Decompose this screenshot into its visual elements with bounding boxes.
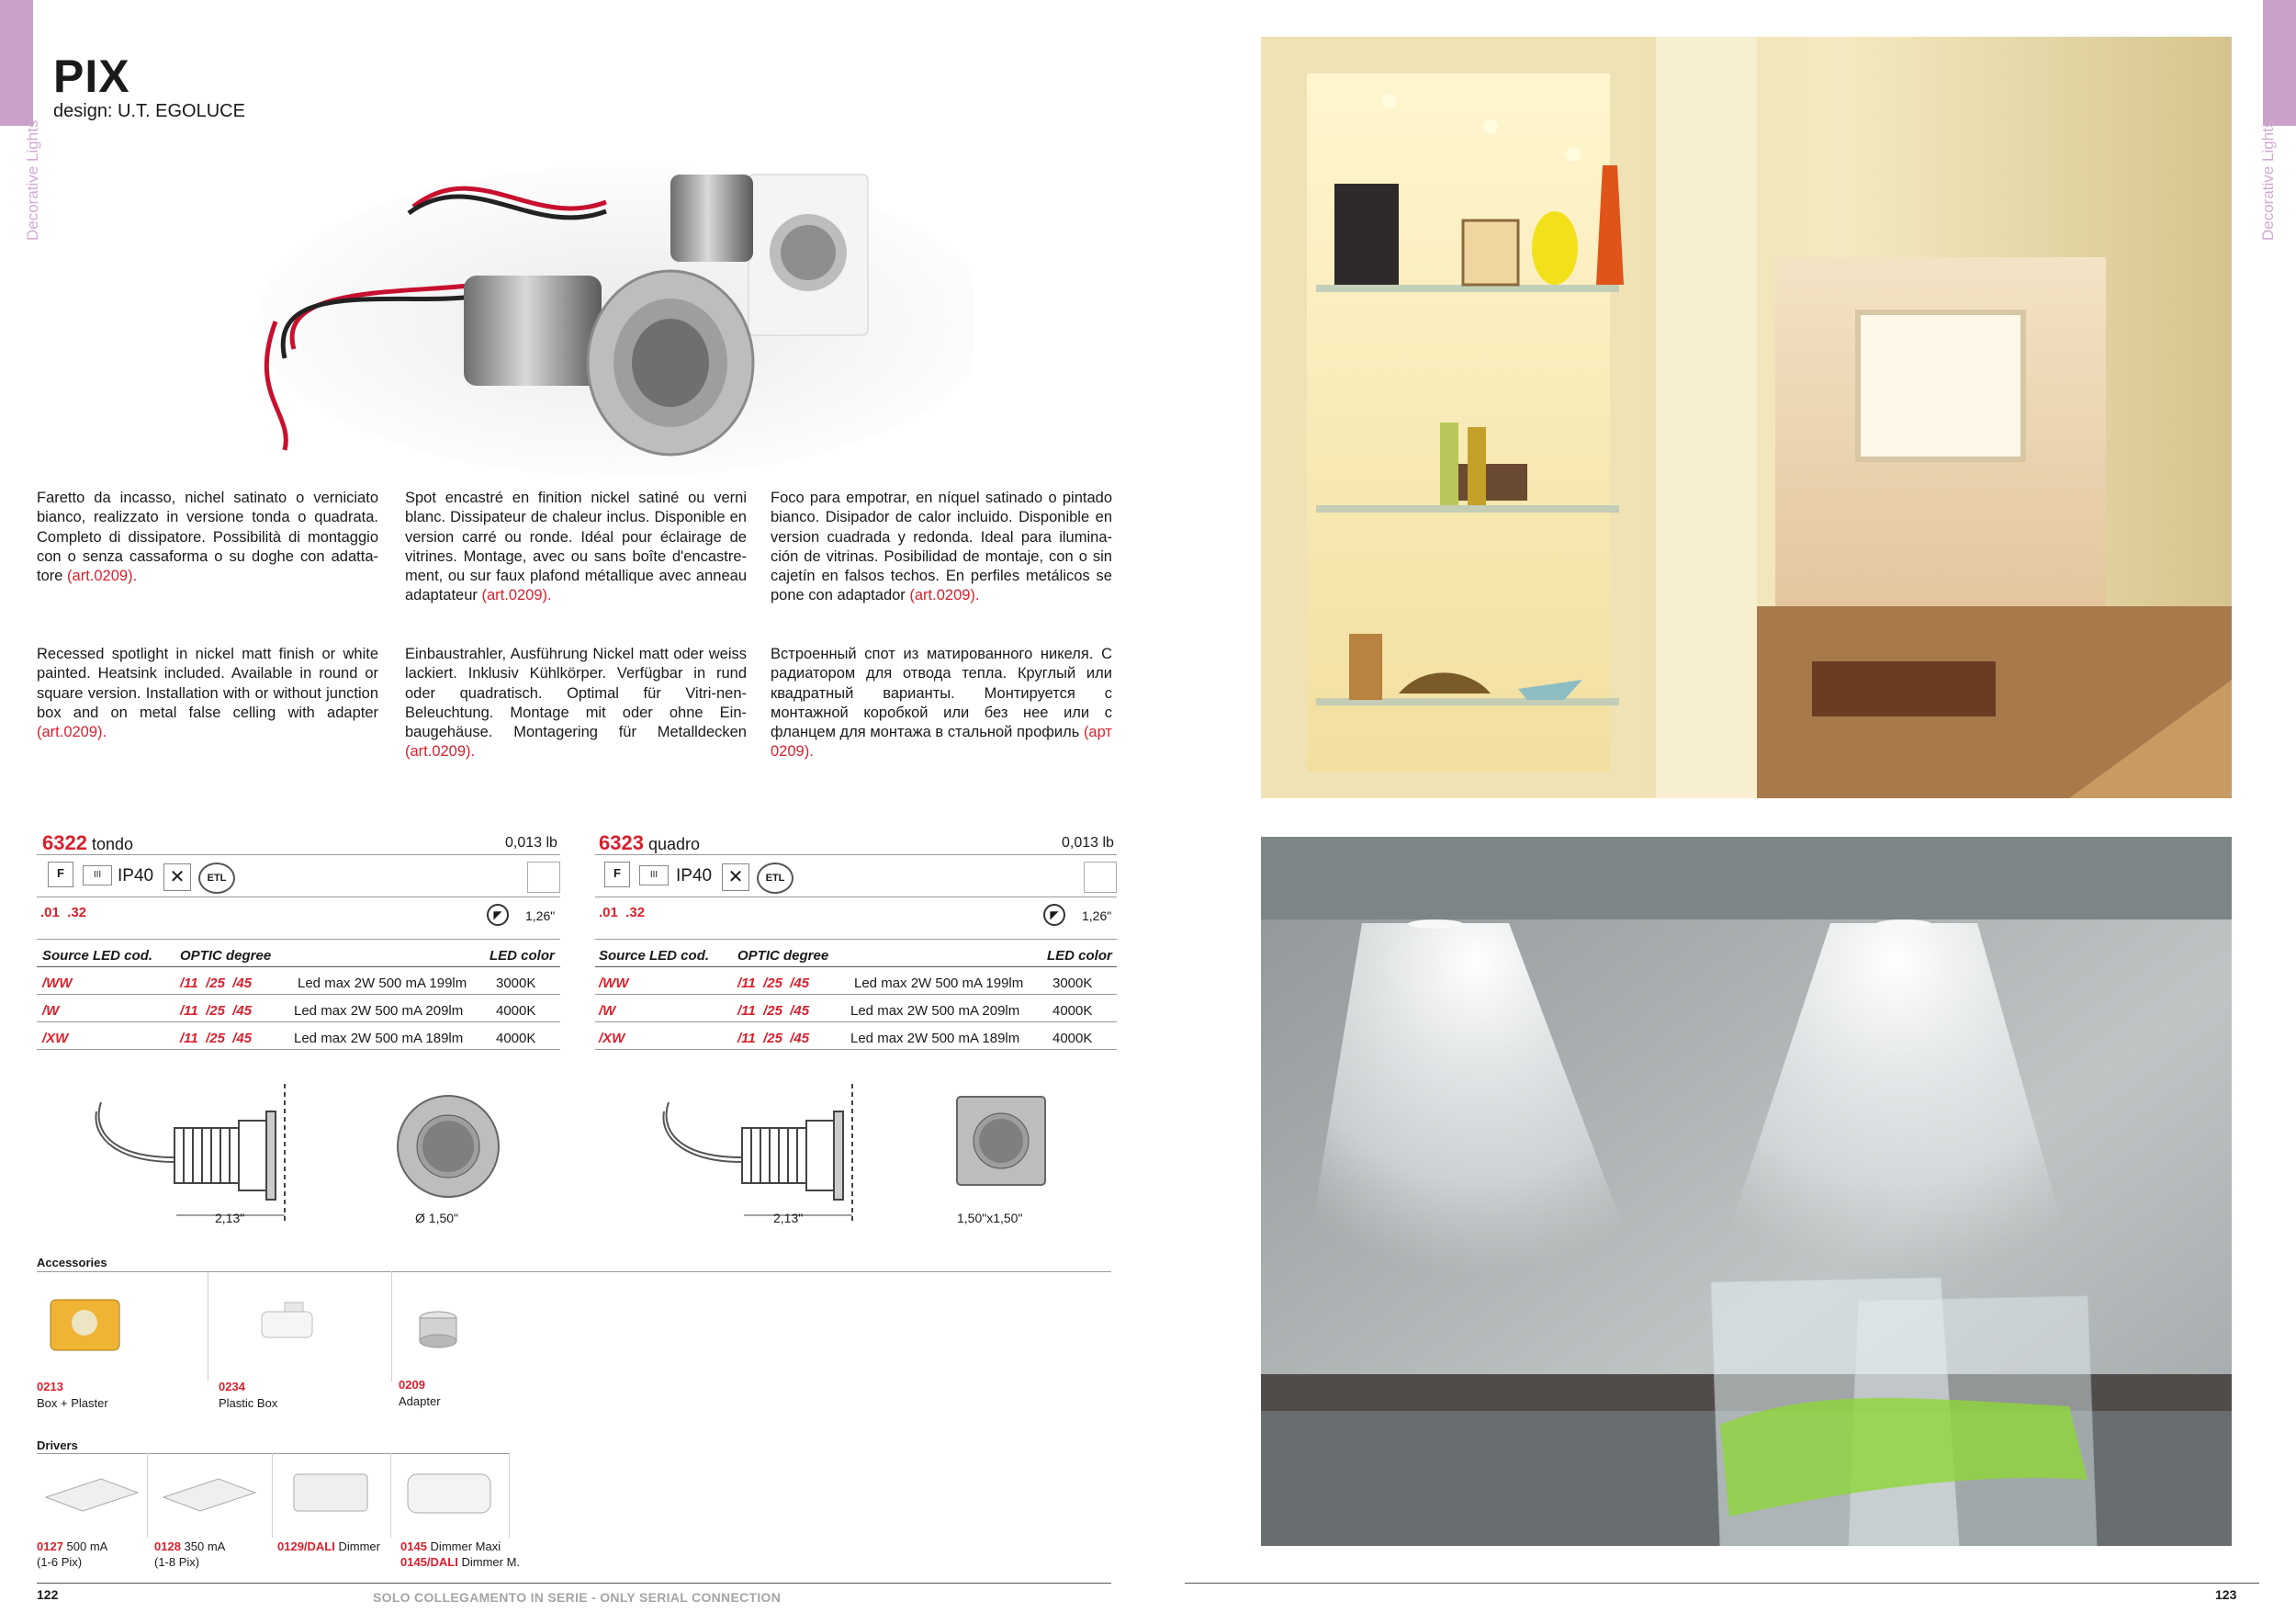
driver-note: (1-8 Pix)	[154, 1555, 200, 1569]
wall-wash-photo	[1261, 837, 2232, 1546]
product-6323-header: 6323 quadro	[599, 831, 701, 854]
product-6322-weight: 0,013 lb	[505, 835, 557, 851]
table-row-color: 4000K	[1052, 1031, 1093, 1046]
table-row-spec: Led max 2W 500 mA 189lm	[850, 1031, 1020, 1046]
product-6323-finish-codes: .01 .32	[599, 905, 646, 920]
table-row-optic: /11 /25 /45	[180, 1003, 253, 1019]
driver-label: 0128 350 mA	[154, 1539, 226, 1553]
table-row-source: /WW	[42, 976, 73, 991]
no-cover-icon: ✕	[722, 863, 749, 891]
table-row-color: 4000K	[1052, 1003, 1093, 1019]
product-6322-depth: 1,26"	[525, 908, 556, 923]
accessory-adapter-image	[415, 1309, 461, 1350]
round-face-drawing	[393, 1091, 503, 1201]
product-6323-ip-rating: IP40	[676, 866, 713, 885]
accessory-name: Box + Plaster	[37, 1396, 108, 1410]
table-row-color: 3000K	[496, 976, 536, 991]
page-number-right: 123	[2215, 1587, 2237, 1602]
description-russian: Встроенный спот из матированного никеля. С радиатором для отвода тепла. Круглый или квадратный варианты. Монтируется с монтажной коробкой или без нее или с фланцем для монтажа в стальной профиль (арт 0209).	[771, 646, 1112, 761]
footer-note: SOLO COLLEGAMENTO IN SERIE - ONLY SERIAL CONNECTION	[373, 1590, 782, 1605]
accessory-name: Adapter	[399, 1394, 441, 1408]
driver-image	[154, 1470, 260, 1516]
side-label-left: Decorative Lights	[24, 119, 41, 241]
table-row-color: 4000K	[496, 1031, 536, 1046]
table-row-source: /W	[42, 1003, 60, 1019]
section-tab-right	[2263, 0, 2296, 126]
driver-label-dali: 0145/DALI Dimmer M.	[400, 1555, 521, 1569]
table-header-optic: OPTIC degree	[737, 948, 829, 964]
table-header-color: LED color	[490, 948, 555, 964]
side-view-drawing	[659, 1084, 871, 1222]
table-row-optic: /11 /25 /45	[737, 1031, 810, 1046]
table-row-spec: Led max 2W 500 mA 189lm	[294, 1031, 464, 1046]
table-row-source: /W	[599, 1003, 616, 1019]
beam-angle-icon: ◤	[1043, 904, 1065, 926]
page-title: PIX	[53, 51, 130, 102]
product-6322-face-dim: Ø 1,50"	[415, 1211, 458, 1225]
table-header-color: LED color	[1047, 948, 1112, 964]
driver-image	[37, 1470, 142, 1516]
table-row-spec: Led max 2W 500 mA 209lm	[294, 1003, 464, 1019]
product-6323-weight: 0,013 lb	[1062, 835, 1114, 851]
square-face-drawing	[955, 1095, 1047, 1187]
table-row-source: /WW	[599, 976, 629, 991]
drivers-heading: Drivers	[37, 1438, 78, 1452]
accessory-plastic-box-image	[248, 1295, 331, 1350]
description-french: Spot encastré en finition nickel satiné ou verni blanc. Dissipateur de chaleur inclus. Disponible en version carré ou ronde. Idéal pour éclairage de vitrines. Montage, avec ou sans boîte d'encastre-ment, ou sur faux plafond métallique avec anneau adaptateur (art.0209).	[405, 490, 747, 604]
accessory-code: 0213	[37, 1380, 63, 1393]
interior-shelves-photo	[1261, 37, 2232, 798]
description-english: Recessed spotlight in nickel matt finish or white painted. Heatsink included. Available in round or square version. Installation with or without junction box and on metal false celling with adapter (art.0209).	[37, 646, 378, 741]
table-row-optic: /11 /25 /45	[737, 976, 810, 991]
f-mark-icon: F	[604, 862, 630, 887]
driver-note: (1-6 Pix)	[37, 1555, 83, 1569]
accessories-heading: Accessories	[37, 1256, 107, 1269]
product-6322-length-dim: 2,13"	[215, 1211, 245, 1225]
table-row-spec: Led max 2W 500 mA 199lm	[298, 976, 467, 991]
table-row-optic: /11 /25 /45	[180, 976, 253, 991]
page-number-left: 122	[37, 1587, 59, 1602]
beam-angle-icon: ◤	[487, 904, 509, 926]
product-6323-depth: 1,26"	[1082, 908, 1112, 923]
product-6322-header: 6322 tondo	[42, 831, 134, 854]
driver-label: 0145 Dimmer Maxi	[400, 1539, 501, 1553]
accessory-code: 0209	[399, 1378, 425, 1392]
side-view-drawing	[92, 1084, 303, 1222]
section-tab-left	[0, 0, 33, 126]
class-iii-icon: III	[83, 865, 112, 885]
side-label-right: Decorative Lights	[2259, 119, 2277, 241]
f-mark-icon: F	[48, 862, 73, 887]
table-header-source: Source LED cod.	[599, 948, 710, 964]
accessory-box-plaster-image	[46, 1286, 129, 1359]
product-6323-length-dim: 2,13"	[773, 1211, 804, 1225]
product-6322-finish-codes: .01 .32	[40, 905, 87, 920]
accessory-name: Plastic Box	[219, 1396, 278, 1410]
ceiling-mount-icon	[527, 862, 560, 893]
driver-label: 0129/DALI Dimmer	[277, 1539, 380, 1553]
driver-image	[399, 1465, 500, 1520]
table-header-optic: OPTIC degree	[180, 948, 272, 964]
designer-subtitle: design: U.T. EGOLUCE	[53, 101, 245, 121]
description-german: Einbaustrahler, Ausführung Nickel matt oder weiss lackiert. Inklusiv Kühlkörper. Verfügbar in rund oder quadratisch. Optimal für Vitri-nen-Beleuchtung. Montage mit oder ohne Ein-baugehäuse. Montagering für Metalldecken (art.0209).	[405, 646, 747, 761]
table-row-color: 3000K	[1052, 976, 1093, 991]
table-row-color: 4000K	[496, 1003, 536, 1019]
table-row-optic: /11 /25 /45	[737, 1003, 810, 1019]
etl-certification-icon: ETL	[757, 863, 793, 894]
no-cover-icon: ✕	[163, 863, 191, 891]
class-iii-icon: III	[639, 865, 669, 885]
product-hero-image	[239, 138, 974, 478]
table-header-source: Source LED cod.	[42, 948, 153, 964]
product-6323-face-dim: 1,50"x1,50"	[957, 1211, 1023, 1225]
description-spanish: Foco para empotrar, en níquel satinado o pintado bianco. Disipador de calor incluido. Disponible en version cuadrada y redonda. Ideal para ilumina-ción de vitrinas. Posibilidad de montaje, con o sin cajetín en falsos techos. En perfiles metálicos se pone con adaptador (art.0209).	[771, 490, 1112, 604]
ceiling-mount-icon	[1084, 862, 1117, 893]
description-italian: Faretto da incasso, nichel satinato o verniciato bianco, realizzato in versione tonda o quadrata. Completo di dissipatore. Possibilità di montaggio con o senza cassaforma o su doghe con adatta-tore (art.0209).	[37, 490, 378, 585]
table-row-spec: Led max 2W 500 mA 199lm	[854, 976, 1024, 991]
etl-certification-icon: ETL	[198, 863, 235, 894]
table-row-source: /XW	[42, 1031, 69, 1046]
table-row-optic: /11 /25 /45	[180, 1031, 253, 1046]
accessory-code: 0234	[219, 1380, 245, 1393]
driver-label: 0127 500 mA	[37, 1539, 108, 1553]
table-row-spec: Led max 2W 500 mA 209lm	[850, 1003, 1020, 1019]
driver-image	[280, 1465, 381, 1520]
product-6322-ip-rating: IP40	[118, 866, 154, 885]
table-row-source: /XW	[599, 1031, 625, 1046]
